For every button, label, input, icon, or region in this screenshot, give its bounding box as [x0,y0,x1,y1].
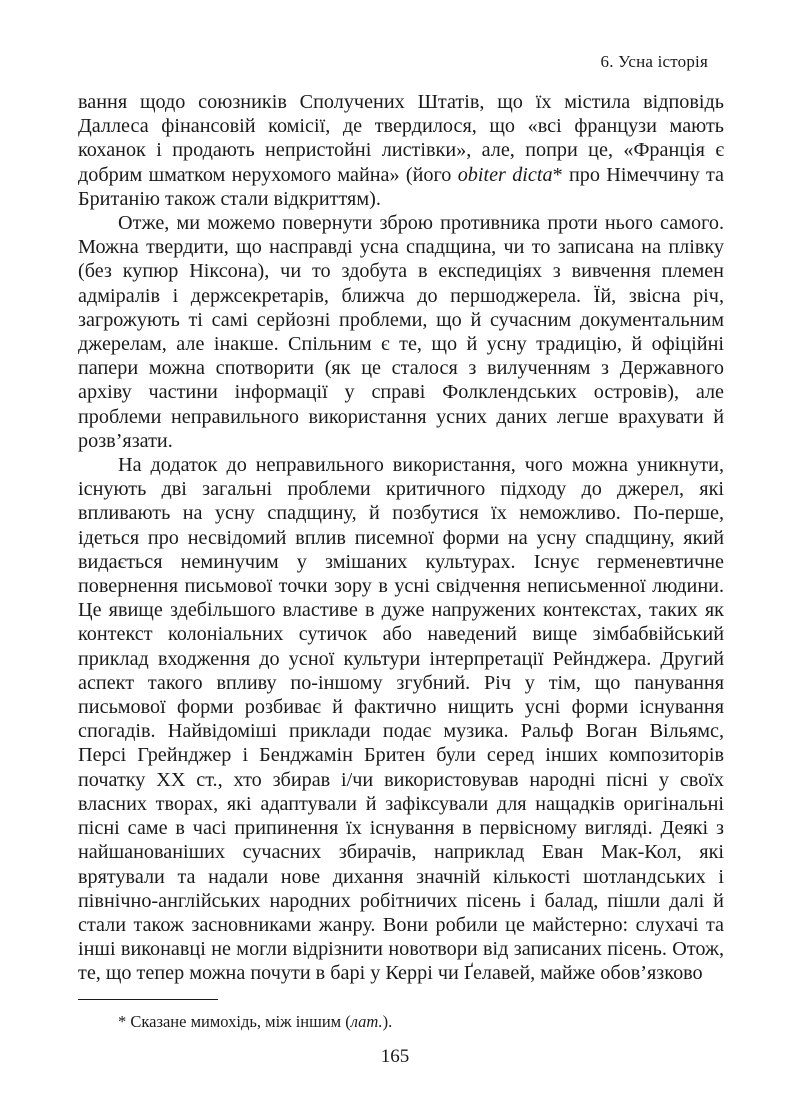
paragraph-1-end: * про Німеччину та Британію також стали відкриттям). [78,163,724,210]
footnote-divider [78,999,218,1000]
running-head: 6. Усна історія [600,52,708,71]
footnote-text-end: ). [382,1012,393,1031]
page-number: 165 [380,1046,410,1067]
paragraph-2: Отже, ми можемо повернути зброю противника проти нього самого. Можна твердити, що насправді усна спадщина, чи то записана на плівку (без купюр Ніксона), чи то здобута в експедиціях з вивчення племен адміралів і держсекретарів, ближча до першоджерела. Їй, звісна річ, загрожують ті самі серйозні проблеми, що й сучасним документальним джерелам, але інакше. Спільним є те, що й усну традицію, й офіційні папери можна спотворити (як це сталося з вилученням з Державного архіву частини інформації у справі Фолклендських островів), але проблеми неправильного використання усних даних легше врахувати й розв’язати. [78,212,724,452]
footnote [118,1012,392,1032]
main-text [78,90,724,986]
footnote-italic: лат. [350,1012,383,1031]
latin-phrase: obiter dicta [457,163,553,186]
footnote-marker: * [118,1012,127,1031]
paragraph-1 [78,90,724,211]
footnote-text: Сказане мимохідь, між іншим ( [130,1012,351,1031]
paragraph-1-start: вання щодо союзників Сполучених Штатів, що їх містила відповідь Даллеса фінансовій комісії, де твердилося, що «всі французи мають коханок і продають непристойні листівки», але, попри це, «Франція є добрим шматком нерухомого майна» (його [78,91,724,186]
paragraph-3: На додаток до неправильного використання, чого можна уникнути, існують дві загальні проблеми критичного підходу до джерел, які впливають на усну спадщину, й позбутися їх неможливо. По-перше, ідеться про несвідомий вплив писемної форми на усну спадщину, який видається неминучим у змішаних культурах. Існує герменевтичне повернення письмової точки зору в усні свідчення неписьменної людини. Це явище здебільшого властиве в дуже напружених контекстах, таких як контекст колоніальних сутичок або наведений вище зімбабвійський приклад входження до усної культури інтерпретації Рейнджера. Другий аспект такого впливу по-іншому згубний. Річ у тім, що панування письмової форми розбиває й фактично нищить усні форми існування спогадів. Найвідоміші приклади подає музика. Ральф Воган Вільямс, Персі Грейнджер і Бенджамін Бритен були серед інших композиторів початку XX ст., хто збирав і/чи використовував народні пісні у своїх власних творах, які адаптували й зафіксували для нащадків оригінальні пісні саме в часі припинення їх існування в первісному вигляді. Деякі з найшанованіших сучасних збирачів, наприклад Еван Мак-Кол, які врятували та надали нове дихання значній кількості шотландських і північно-англійських народних робітничих пісень і балад, пішли далі й стали також засновниками жанру. Вони робили це майстерно: слухачі та інші виконавці не могли відрізнити новотвори від записаних пісень. Отож, те, що тепер можна почути в барі у Керрі чи Ґелавей, майже обов’язково [78,454,724,985]
